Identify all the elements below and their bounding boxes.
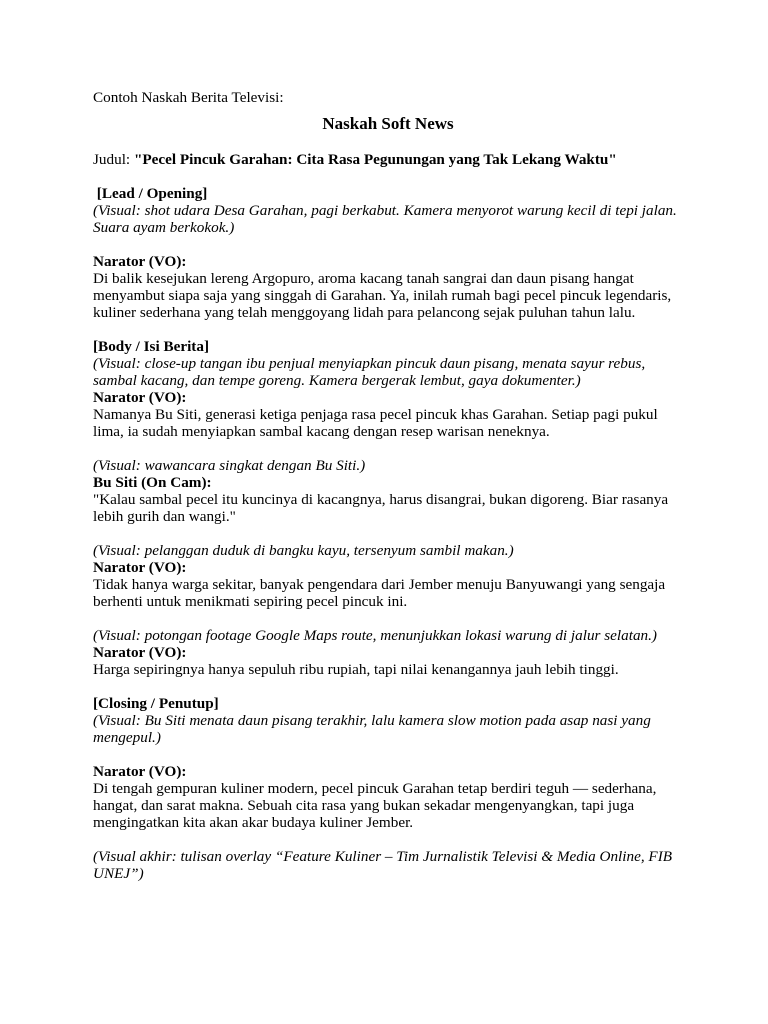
lead-heading: [Lead / Opening] (93, 185, 208, 202)
body-seg1-text: Namanya Bu Siti, generasi ketiga penjaga rasa pecel pincuk khas Garahan. Setiap pagi pukul lima, ia sudah menyiapkan sambal kacang dengan resep warisan neneknya. (93, 406, 658, 440)
body-seg2-visual: (Visual: wawancara singkat dengan Bu Siti.) (93, 457, 366, 474)
closing-section (93, 695, 683, 882)
judul-line (93, 151, 683, 168)
body-seg2-text: "Kalau sambal pecel itu kuncinya di kacangnya, harus disangrai, bukan digoreng. Biar rasanya lebih gurih dan wangi." (93, 491, 669, 525)
closing-speaker: Narator (VO): (93, 763, 187, 780)
body-seg4-text: Harga sepiringnya hanya sepuluh ribu rupiah, tapi nilai kenangannya jauh lebih tinggi. (93, 661, 619, 678)
body-section (93, 338, 683, 678)
body-heading: [Body / Isi Berita] (93, 338, 210, 355)
lead-speaker: Narator (VO): (93, 253, 187, 270)
body-seg3-text: Tidak hanya warga sekitar, banyak pengendara dari Jember menuju Banyuwangi yang sengaja berhenti untuk menikmati sepiring pecel pincuk ini. (93, 576, 666, 610)
closing-text: Di tengah gempuran kuliner modern, pecel pincuk Garahan tetap berdiri teguh — sederhana, hangat, dan sarat makna. Sebuah cita rasa yang bukan sekadar mengenyangkan, tapi juga mengingatkan kita akan akar budaya kuliner Jember. (93, 780, 657, 831)
body-seg4-speaker: Narator (VO): (93, 644, 187, 661)
body-seg1-visual: (Visual: close-up tangan ibu penjual menyiapkan pincuk daun pisang, menata sayur rebus, sambal kacang, dan tempe goreng. Kamera bergerak lembut, gaya dokumenter.) (93, 355, 646, 389)
body-seg1-speaker: Narator (VO): (93, 389, 187, 406)
closing-final-visual: (Visual akhir: tulisan overlay “Feature Kuliner – Tim Jurnalistik Televisi & Media Online, FIB UNEJ”) (93, 848, 673, 882)
body-seg4-visual: (Visual: potongan footage Google Maps route, menunjukkan lokasi warung di jalur selatan.) (93, 627, 657, 644)
body-seg3-visual: (Visual: pelanggan duduk di bangku kayu, tersenyum sambil makan.) (93, 542, 514, 559)
document-title: Naskah Soft News (322, 114, 454, 133)
lead-text: Di balik kesejukan lereng Argopuro, aroma kacang tanah sangrai dan daun pisang hangat menyambut siapa saja yang singgah di Garahan. Ya, inilah rumah bagi pecel pincuk legendaris, kuliner sederhana yang telah menggoyang lidah para pelancong sejak puluhan tahun lalu. (93, 270, 672, 321)
judul-label: Judul: (93, 151, 134, 168)
intro-line: Contoh Naskah Berita Televisi: (93, 89, 284, 106)
lead-section (93, 185, 683, 321)
lead-visual: (Visual: shot udara Desa Garahan, pagi berkabut. Kamera menyorot warung kecil di tepi jalan. Suara ayam berkokok.) (93, 202, 677, 236)
document-page (93, 89, 683, 882)
closing-heading: [Closing / Penutup] (93, 695, 219, 712)
body-seg3-speaker: Narator (VO): (93, 559, 187, 576)
judul-value: "Pecel Pincuk Garahan: Cita Rasa Pegunungan yang Tak Lekang Waktu" (133, 151, 617, 168)
closing-visual: (Visual: Bu Siti menata daun pisang terakhir, lalu kamera slow motion pada asap nasi yang mengepul.) (93, 712, 651, 746)
body-seg2-speaker: Bu Siti (On Cam): (93, 474, 212, 491)
